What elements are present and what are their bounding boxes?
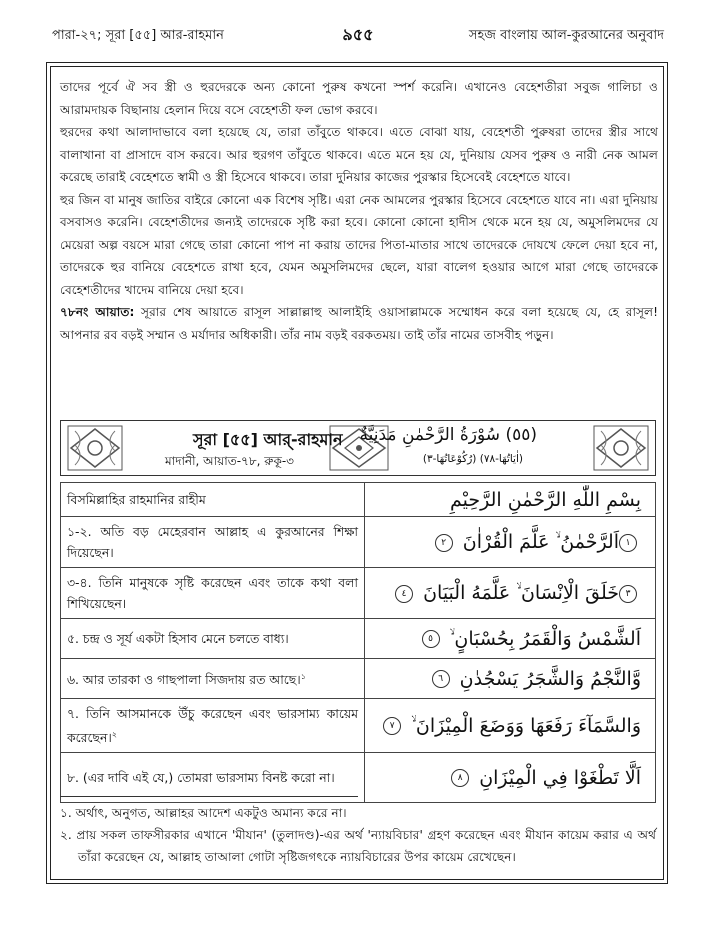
arabic-text: وَّالنَّجْمُ وَالشَّجَرُ يَسْجُدٰنِ bbox=[459, 667, 641, 690]
footnote-divider bbox=[60, 796, 358, 797]
ayah-number-marker: ٣ bbox=[619, 585, 637, 603]
verse-translation: বিসমিল্লাহির রাহমানির রাহীম bbox=[61, 483, 365, 517]
table-row bbox=[61, 568, 656, 619]
footnote: ২. প্রায় সকল তাফসীরকার এখানে 'মীযান' (তুলাদণ্ড)-এর অর্থ 'ন্যায়বিচার' গ্রহণ করেছেন এবং মীযান কায়েম করার এ অর্থ তাঁরা করেছেন যে, আল্লাহ তাআলা গোটা সৃষ্টিজগৎকে ন্যায়বিচারের উপর কায়েম রেখেছেন। bbox=[60, 828, 656, 864]
verse-arabic bbox=[365, 699, 656, 753]
footnote-ref: ১ bbox=[300, 672, 306, 682]
verse-table bbox=[60, 482, 656, 803]
header-para-sura: পারা-২৭; সূরা [৫৫] আর-রাহমান bbox=[52, 28, 224, 43]
commentary-paragraph: তাদের পূর্বে ঐ সব স্ত্রী ও হুরদেরকে অন্য কোনো পুরুষ কখনো স্পর্শ করেনি। এখানেও বেহেশতীরা সবুজ গালিচা ও আরামদায়ক বিছানায় হেলান দিয়ে বসে বেহেশতী ফল ভোগ করবে। bbox=[60, 80, 658, 117]
commentary-text bbox=[60, 76, 658, 346]
arabesque-ornament-icon bbox=[593, 425, 649, 471]
verse-arabic bbox=[365, 517, 656, 568]
arabic-text: خَلَقَ الْاِنْسَانَ ۙ عَلَّمَهُ الْبَيَانَ bbox=[423, 582, 619, 604]
table-row bbox=[61, 619, 656, 659]
footnote: ১. অর্থাৎ, অনুগত, আল্লাহর আদেশ একটুও অমান্য করে না। bbox=[60, 806, 347, 820]
verse-arabic bbox=[365, 659, 656, 699]
page-header bbox=[52, 18, 664, 58]
sura-info-arabic: (اٰيَاتُهَا-٧٨) (رُكُوْعَاتُهَا-٣) bbox=[422, 453, 523, 465]
commentary-paragraph: হুর জিন বা মানুষ জাতির বাইরে কোনো এক বিশেষ সৃষ্টি। এরা নেক আমলের পুরস্কার হিসেবে বেহেশতে যাবে না। এরা দুনিয়ায় বসবাসও করেনি। বেহেশতীদের জন্যই তাদেরকে সৃষ্টি করা হবে। কোনো কোনো হাদীস থেকে মনে হয় যে, অমুসলিমদের যে মেয়েরা অল্প বয়সে মারা গেছে তারা কোনো পাপ না করায় তাদের পিতা-মাতার সাথে তাদেরকে দোযখে ফেলে দেয়া হবে না, তাদেরকে হুর বানিয়ে বেহেশতে রাখা হবে, যেমন অমুসলিমদের ছেলে, যারা বালেগ হওয়ার আগে মারা গেছে তাদেরকে বেহেশতীদের খাদেম বানিয়ে দেয়া হবে। bbox=[60, 192, 658, 297]
table-row bbox=[61, 699, 656, 753]
arabic-text: اَلرَّحْمٰنُ ۙ عَلَّمَ الْقُرْاٰنَ bbox=[462, 531, 619, 553]
arabic-text: بِسْمِ اللّٰهِ الرَّحْمٰنِ الرَّحِيْمِ bbox=[450, 488, 641, 511]
header-book-title: সহজ বাংলায় আল-কুরআনের অনুবাদ bbox=[468, 28, 664, 43]
arabic-text: اَلشَّمْسُ وَالْقَمَرُ بِحُسْبَانٍ ۙ bbox=[449, 627, 641, 650]
ayah-78-note bbox=[60, 301, 658, 346]
ayah-78-text: সূরার শেষ আয়াতে রাসূল সাল্লাল্লাহু আলাইহি ওয়াসাল্লামকে সম্মোধন করে বলা হয়েছে যে, হে রাসূল! আপনার রব বড়ই সম্মান ও মর্যাদার অধিকারী। তাঁর নাম বড়ই বরকতময়। তাই তাঁর নামের তাসবীহ পড়ুন। bbox=[60, 305, 659, 342]
ayah-number-marker: ٧ bbox=[383, 717, 401, 735]
table-row bbox=[61, 517, 656, 568]
page-number: ৯৫৫ bbox=[342, 25, 374, 44]
arabic-text: اَلَّا تَطْغَوْا فِي الْمِيْزَانِ bbox=[479, 766, 641, 789]
sura-banner bbox=[60, 420, 656, 476]
arabesque-ornament-icon bbox=[67, 425, 123, 471]
ayah-number-marker: ١ bbox=[619, 534, 637, 552]
ayah-number-marker: ٦ bbox=[432, 670, 450, 688]
ayah-number-marker: ٤ bbox=[395, 585, 413, 603]
footnote-ref: ২ bbox=[111, 730, 117, 739]
verse-translation bbox=[61, 699, 365, 753]
verse-translation: ৫. চন্দ্র ও সূর্য একটা হিসাব মেনে চলতে বাধ্য। bbox=[61, 619, 365, 659]
sura-title-arabic: (٥٥) سُوْرَةُ الرَّحْمٰنِ مَدَنِيَّةٌ bbox=[359, 425, 537, 445]
verse-translation: ১-২. অতি বড় মেহেরবান আল্লাহ এ কুরআনের শিক্ষা দিয়েছেন। bbox=[61, 517, 365, 568]
ayah-78-lead: ৭৮নং আয়াত: bbox=[60, 305, 135, 319]
verse-translation bbox=[61, 659, 365, 699]
verse-arabic bbox=[365, 619, 656, 659]
sura-title-bengali: সূরা [৫৫] আর্-রাহমান bbox=[193, 430, 343, 449]
translation-text: ৬. আর তারকা ও গাছপালা সিজদায় রত আছে। bbox=[67, 672, 301, 688]
ayah-number-marker: ٢ bbox=[435, 534, 453, 552]
ayah-number-marker: ٥ bbox=[422, 630, 440, 648]
sura-info-bengali: মাদানী, আয়াত-৭৮, রুকূ-৩ bbox=[165, 454, 294, 468]
verse-translation: ৩-৪. তিনি মানুষকে সৃষ্টি করেছেন এবং তাকে কথা বলা শিখিয়েছেন। bbox=[61, 568, 365, 619]
table-row bbox=[61, 659, 656, 699]
ayah-number-marker: ٨ bbox=[451, 769, 469, 787]
table-row bbox=[61, 483, 656, 517]
verse-translation: ৮. (এর দাবি এই যে,) তোমরা ভারসাম্য বিনষ্ট করো না। bbox=[61, 753, 365, 803]
arabic-text: وَالسَّمَآءَ رَفَعَهَا وَوَضَعَ الْمِيْزَانَ ۙ bbox=[411, 714, 641, 737]
translation-text: ৭. তিনি আসমানকে উঁচু করেছেন এবং ভারসাম্য কায়েম করেছেন। bbox=[67, 706, 358, 746]
verse-arabic bbox=[365, 753, 656, 803]
commentary-paragraph: হুরদের কথা আলাদাভাবে বলা হয়েছে যে, তারা তাঁবুতে থাকবে। এতে বোঝা যায়, বেহেশতী পুরুষরা তাদের স্ত্রীর সাথে বালাখানা বা প্রাসাদে বাস করবে। আর হুরগণ তাঁবুতে থাকবে। এতে মনে হয় যে, দুনিয়ায় যেসব পুরুষ ও নারী নেক আমল করেছে তারাই বেহেশতে স্বামী ও স্ত্রী হিসেবে থাকবে। তারা দুনিয়ার কাজের পুরস্কার হিসেবেই বেহেশতে যাবে। bbox=[60, 125, 658, 184]
footnotes bbox=[60, 802, 656, 868]
verse-arabic bbox=[365, 568, 656, 619]
verse-arabic bbox=[365, 483, 656, 517]
